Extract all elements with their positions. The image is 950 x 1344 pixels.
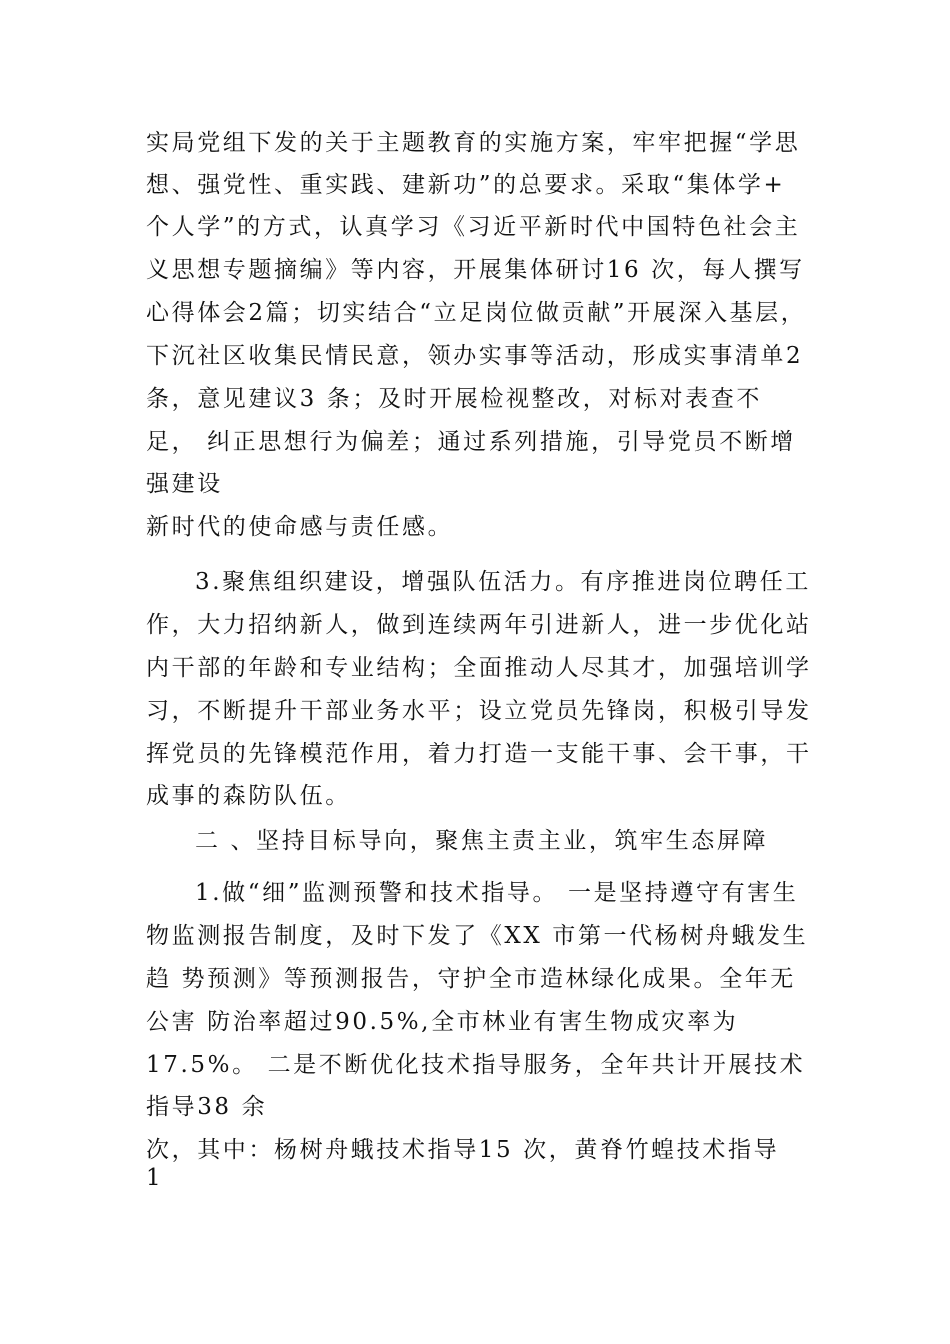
text-line: 习，不断提升干部业务水平；设立党员先锋岗，积极引导发 — [146, 698, 812, 724]
text-line: 想、强党性、重实践、建新功”的总要求。采取“集体学+ — [146, 172, 786, 198]
text-line: 公害 防治率超过90.5%,全市林业有害生物成灾率为 — [146, 1009, 739, 1035]
text-line: 新时代的使命感与责任感。 — [146, 514, 454, 540]
text-line: 物监测报告制度，及时下发了《XX 市第一代杨树舟蛾发生 — [146, 923, 809, 949]
text-line: 实局党组下发的关于主题教育的实施方案，牢牢把握“学思 — [146, 130, 801, 156]
text-line: 义思想专题摘编》等内容，开展集体研讨16 次，每人撰写 — [146, 257, 805, 283]
paragraph-heading: 3.聚焦组织建设，增强队伍活力。有序推进岗位聘任工 — [195, 569, 811, 595]
section-heading: 二 、坚持目标导向，聚焦主责主业，筑牢生态屏障 — [195, 828, 769, 854]
text-line: 趋 势预测》等预测报告，守护全市造林绿化成果。全年无 — [146, 966, 796, 992]
text-line: 心得体会2篇；切实结合“立足岗位做贡献”开展深入基层， — [146, 300, 807, 326]
text-line: 个人学”的方式，认真学习《习近平新时代中国特色社会主 — [146, 214, 801, 240]
paragraph-heading: 1.做“细”监测预警和技术指导。 一是坚持遵守有害生 — [195, 880, 799, 906]
text-line: 次，其中：杨树舟蛾技术指导15 次，黄脊竹蝗技术指导 — [146, 1137, 780, 1163]
text-line: 下沉社区收集民情民意，领办实事等活动，形成实事清单2 — [146, 343, 804, 369]
text-line: 内干部的年龄和专业结构；全面推动人尽其才，加强培训学 — [146, 655, 812, 681]
text-line: 强建设 — [146, 471, 223, 497]
text-line: 17.5%。 二是不断优化技术指导服务，全年共计开展技术 — [146, 1052, 806, 1078]
text-line: 条，意见建议3 条；及时开展检视整改，对标对表查不 — [146, 386, 762, 412]
text-line: 挥党员的先锋模范作用，着力打造一支能干事、会干事，干 — [146, 741, 812, 767]
text-line: 指导38 余 — [146, 1094, 268, 1120]
text-line: 作，大力招纳新人，做到连续两年引进新人，进一步优化站 — [146, 612, 812, 638]
text-line: 成事的森防队伍。 — [146, 783, 351, 809]
text-line: 1 — [146, 1165, 164, 1191]
text-line: 足， 纠正思想行为偏差；通过系列措施，引导党员不断增 — [146, 429, 796, 455]
